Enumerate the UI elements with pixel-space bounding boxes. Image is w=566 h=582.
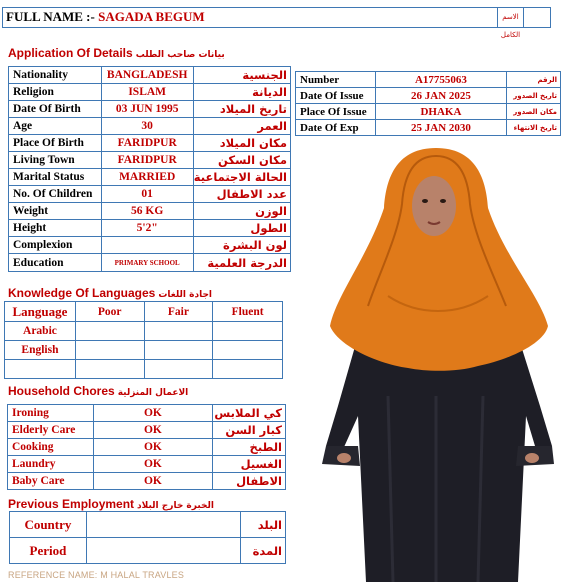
employment-title-ar: الخبرة خارج البلاد xyxy=(137,501,214,511)
application-table xyxy=(8,66,291,272)
application-row xyxy=(9,101,291,118)
application-row xyxy=(9,84,291,101)
application-value: FARIDPUR xyxy=(101,135,193,152)
application-label: Living Town xyxy=(9,152,102,169)
language-name-cell: English xyxy=(5,341,76,360)
languages-header-row xyxy=(5,302,283,322)
passport-label: Place Of Issue xyxy=(296,104,376,120)
languages-title-ar: اجادة اللغات xyxy=(158,290,213,300)
passport-row xyxy=(296,104,561,120)
employment-table xyxy=(9,511,286,564)
application-value: FARIDPUR xyxy=(101,152,193,169)
employment-label-ar: البلد xyxy=(241,512,286,538)
application-value: ISLAM xyxy=(101,84,193,101)
employment-label: Period xyxy=(10,538,87,564)
application-label-ar: الحالة الاجتماعية xyxy=(193,169,290,186)
application-row xyxy=(9,152,291,169)
passport-label: Date Of Issue xyxy=(296,88,376,104)
chores-row xyxy=(8,456,286,473)
passport-label: Date Of Exp xyxy=(296,120,376,136)
application-label-ar: الوزن xyxy=(193,203,290,220)
employment-label: Country xyxy=(10,512,87,538)
languages-row xyxy=(5,341,283,360)
application-label: No. Of Children xyxy=(9,186,102,203)
application-label: Complexion xyxy=(9,237,102,254)
language-name-cell xyxy=(5,360,76,379)
full-name-cell xyxy=(3,8,498,27)
chore-label-ar: الطبخ xyxy=(213,439,286,456)
languages-header-cell: Poor xyxy=(75,302,144,322)
application-label-ar: تاريخ الميلاد xyxy=(193,101,290,118)
passport-row xyxy=(296,88,561,104)
chore-value: OK xyxy=(93,473,212,490)
application-label-ar: مكان الميلاد xyxy=(193,135,290,152)
passport-table xyxy=(295,71,561,136)
passport-label-ar: تاريخ الانتهاء xyxy=(507,120,561,136)
application-label: Date Of Birth xyxy=(9,101,102,118)
chore-label-ar: كي الملابس xyxy=(213,405,286,422)
language-fair-cell xyxy=(144,360,213,379)
reference-name: REFERENCE NAME: M HALAL TRAVLES xyxy=(8,570,185,580)
application-row xyxy=(9,135,291,152)
language-poor-cell xyxy=(75,322,144,341)
application-row xyxy=(9,220,291,237)
passport-label-ar: تاريخ الصدور xyxy=(507,88,561,104)
application-value: 01 xyxy=(101,186,193,203)
language-poor-cell xyxy=(75,360,144,379)
languages-row xyxy=(5,360,283,379)
application-label-ar: الدرجة العلمية xyxy=(193,254,290,272)
passport-value: 26 JAN 2025 xyxy=(375,88,506,104)
language-fluent-cell xyxy=(213,322,283,341)
chore-label: Baby Care xyxy=(8,473,94,490)
application-row xyxy=(9,254,291,272)
employment-title: Previous Employment xyxy=(8,497,135,511)
full-name-value: SAGADA BEGUM xyxy=(98,9,205,24)
application-row xyxy=(9,203,291,220)
application-label: Weight xyxy=(9,203,102,220)
languages-table xyxy=(4,301,283,379)
application-label-ar: مكان السكن xyxy=(193,152,290,169)
application-row xyxy=(9,118,291,135)
application-value: 5'2" xyxy=(101,220,193,237)
application-title: Application Of Details xyxy=(8,46,133,60)
language-name-cell: Arabic xyxy=(5,322,76,341)
language-fluent-cell xyxy=(213,360,283,379)
languages-row xyxy=(5,322,283,341)
language-fluent-cell xyxy=(213,341,283,360)
chore-label-ar: كبار السن xyxy=(213,422,286,439)
full-name-label-ar: الاسم الكامل xyxy=(498,8,524,27)
employment-row xyxy=(10,538,286,564)
candidate-photo-illustration xyxy=(318,146,554,582)
application-value xyxy=(101,237,193,254)
application-row xyxy=(9,237,291,254)
chores-table xyxy=(7,404,286,490)
application-label-ar: الجنسية xyxy=(193,67,290,84)
languages-title: Knowledge Of Languages xyxy=(8,286,156,300)
employment-section-title xyxy=(8,497,217,511)
application-label-ar: الديانة xyxy=(193,84,290,101)
application-label: Place Of Birth xyxy=(9,135,102,152)
employment-row xyxy=(10,512,286,538)
language-fair-cell xyxy=(144,322,213,341)
chores-section-title xyxy=(8,384,191,398)
chore-label: Elderly Care xyxy=(8,422,94,439)
application-title-ar: بيانات صاحب الطلب xyxy=(135,50,225,60)
employment-value xyxy=(86,512,240,538)
application-section-title xyxy=(8,46,228,60)
application-label-ar: الطول xyxy=(193,220,290,237)
application-label-ar: لون البشرة xyxy=(193,237,290,254)
passport-label-ar: مكان الصدور xyxy=(507,104,561,120)
passport-value: DHAKA xyxy=(375,104,506,120)
passport-label-ar: الرقم xyxy=(507,72,561,88)
application-label: Nationality xyxy=(9,67,102,84)
application-label: Age xyxy=(9,118,102,135)
application-row xyxy=(9,67,291,84)
application-label: Height xyxy=(9,220,102,237)
chore-label-ar: الغسيل xyxy=(213,456,286,473)
chore-value: OK xyxy=(93,456,212,473)
chores-title-ar: الاعمال المنزلية xyxy=(117,388,189,398)
language-fair-cell xyxy=(144,341,213,360)
chores-row xyxy=(8,405,286,422)
language-poor-cell xyxy=(75,341,144,360)
chore-label: Cooking xyxy=(8,439,94,456)
chores-title: Household Chores xyxy=(8,384,115,398)
application-value: PRIMARY SCHOOL xyxy=(101,254,193,272)
application-row xyxy=(9,186,291,203)
application-label-ar: العمر xyxy=(193,118,290,135)
employment-label-ar: المدة xyxy=(241,538,286,564)
chore-label: Ironing xyxy=(8,405,94,422)
passport-row xyxy=(296,120,561,136)
application-label: Religion xyxy=(9,84,102,101)
application-label: Marital Status xyxy=(9,169,102,186)
application-value: 30 xyxy=(101,118,193,135)
application-value: 56 KG xyxy=(101,203,193,220)
passport-label: Number xyxy=(296,72,376,88)
passport-value: A17755063 xyxy=(375,72,506,88)
application-value: MARRIED xyxy=(101,169,193,186)
chore-value: OK xyxy=(93,439,212,456)
languages-header-cell: Fluent xyxy=(213,302,283,322)
application-label: Education xyxy=(9,254,102,272)
chores-row xyxy=(8,473,286,490)
candidate-photo xyxy=(318,146,554,582)
chores-row xyxy=(8,422,286,439)
passport-row xyxy=(296,72,561,88)
full-name-bar xyxy=(2,7,551,39)
passport-value: 25 JAN 2030 xyxy=(375,120,506,136)
application-value: BANGLADESH xyxy=(101,67,193,84)
employment-value xyxy=(86,538,240,564)
languages-header-cell: Language xyxy=(5,302,76,322)
languages-header-cell: Fair xyxy=(144,302,213,322)
application-label-ar: عدد الاطفال xyxy=(193,186,290,203)
chore-value: OK xyxy=(93,422,212,439)
languages-section-title xyxy=(8,286,215,300)
chores-row xyxy=(8,439,286,456)
chore-label-ar: الاطفال xyxy=(213,473,286,490)
full-name-label: FULL NAME :- xyxy=(6,9,95,24)
chore-label: Laundry xyxy=(8,456,94,473)
application-value: 03 JUN 1995 xyxy=(101,101,193,118)
application-row xyxy=(9,169,291,186)
chore-value: OK xyxy=(93,405,212,422)
